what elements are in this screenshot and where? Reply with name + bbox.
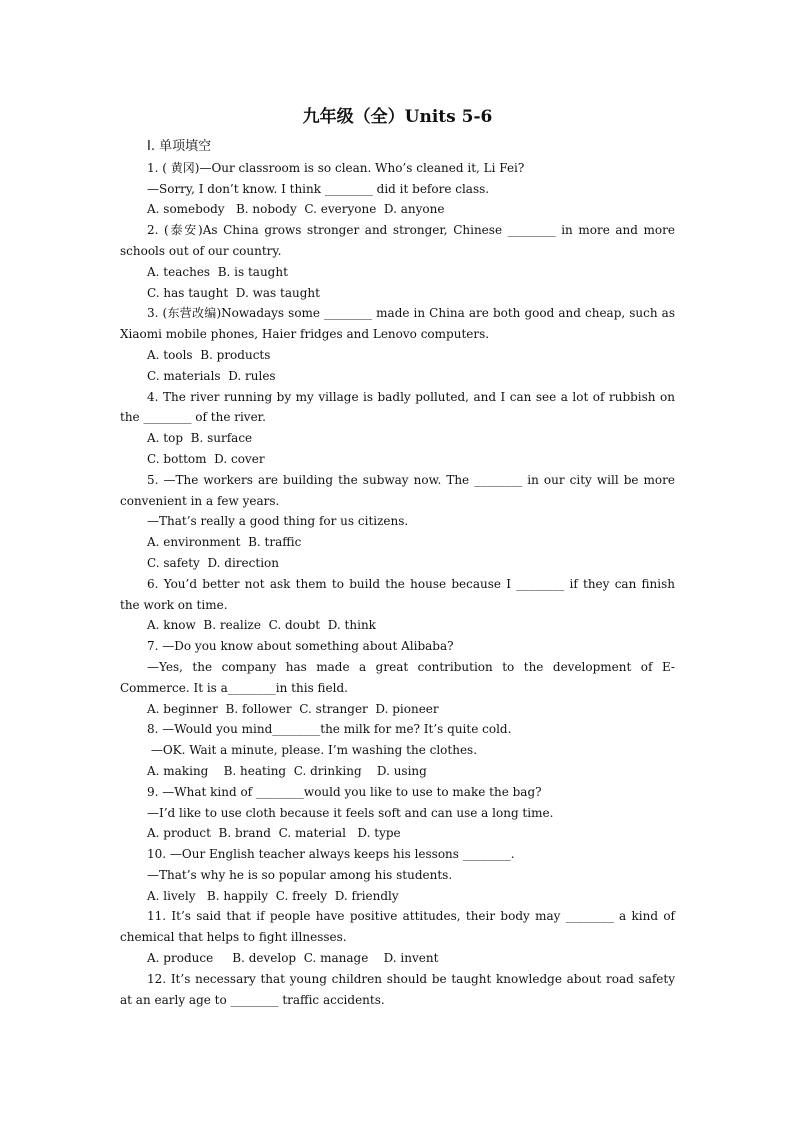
question-10-line: 10. —Our English teacher always keeps his lessons ________. [147, 847, 515, 862]
question-11-stem: 11. It’s said that if people have positive attitudes, their body may ________ a kind of chemical that helps to fight illnesses. [120, 909, 675, 945]
question-9-line: 9. —What kind of ________would you like to use to make the bag? [147, 784, 542, 799]
page-title: 九年级（全）Units 5-6 [302, 107, 493, 127]
question-7-options: A. beginner B. follower C. stranger D. pioneer [147, 701, 439, 716]
question-1-options: A. somebody B. nobody C. everyone D. anyone [147, 202, 445, 217]
question-8-options: A. making B. heating C. drinking D. using [147, 763, 427, 778]
question-3-stem: 3. (东营改编)Nowadays some ________ made in China are both good and cheap, such as Xiaomi mobile phones, Haier fridges and Lenovo computers. [120, 306, 675, 342]
question-9-response: —I’d like to use cloth because it feels soft and can use a long time. [147, 805, 554, 820]
question-8-response: —OK. Wait a minute, please. I’m washing the clothes. [147, 743, 478, 758]
question-6-options: A. know B. realize C. doubt D. think [147, 618, 376, 633]
question-1-line: 1. ( 黄冈)—Our classroom is so clean. Who’s cleaned it, Li Fei? [147, 160, 525, 175]
question-12-stem: 12. It’s necessary that young children should be taught knowledge about road safety at an early age to ________ traffic accidents. [120, 971, 675, 1007]
question-4-stem: 4. The river running by my village is badly polluted, and I can see a lot of rubbish on the ________ of the river. [120, 389, 675, 425]
question-7-line: 7. —Do you know about something about Alibaba? [147, 639, 454, 654]
question-11-options: A. produce B. develop C. manage D. invent [147, 951, 439, 966]
question-5-options-ab: A. environment B. traffic [147, 535, 302, 550]
question-10-response: —That’s why he is so popular among his students. [147, 867, 453, 882]
question-2-options-ab: A. teaches B. is taught [147, 264, 288, 279]
question-8-line: 8. —Would you mind________the milk for me? It’s quite cold. [147, 722, 512, 737]
question-2-stem: 2. (泰安)As China grows stronger and stronger, Chinese ________ in more and more schools out of our country. [120, 223, 675, 258]
question-9-options: A. product B. brand C. material D. type [147, 826, 401, 841]
question-5-response: —That’s really a good thing for us citizens. [147, 514, 409, 529]
question-4-options-ab: A. top B. surface [147, 431, 253, 446]
question-3-options-ab: A. tools B. products [147, 347, 271, 362]
question-6-stem: 6. You’d better not ask them to build the house because I ________ if they can finish the work on time. [120, 576, 675, 612]
question-7-response: —Yes, the company has made a great contribution to the development of E-Commerce. It is a________in this field. [120, 659, 675, 695]
worksheet-page [120, 100, 675, 1010]
question-4-options-cd: C. bottom D. cover [147, 451, 265, 466]
question-3-options-cd: C. materials D. rules [147, 368, 276, 383]
question-2-options-cd: C. has taught D. was taught [147, 285, 320, 300]
question-5-stem: 5. —The workers are building the subway now. The ________ in our city will be more convenient in a few years. [120, 472, 675, 508]
section-heading: Ⅰ. 单项填空 [147, 139, 212, 154]
question-5-options-cd: C. safety D. direction [147, 555, 279, 570]
question-1-response: —Sorry, I don’t know. I think ________ did it before class. [147, 181, 490, 196]
question-10-options: A. lively B. happily C. freely D. friendly [147, 888, 399, 903]
